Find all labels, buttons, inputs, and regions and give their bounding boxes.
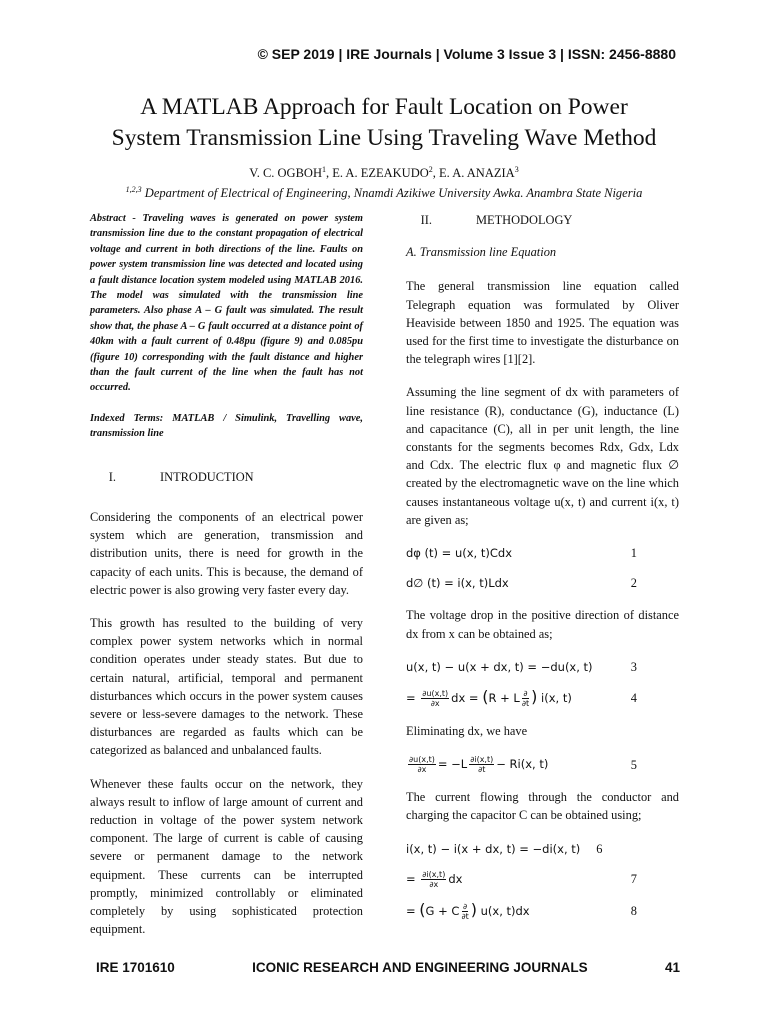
paragraph: This growth has resulted to the building of very complex power system networks which in normal condition operates under steady states. But due to certain natural, artificial, temporal and permanent disturbances which occurs in the power system causes severe or less-severe damages to the network. These disturbances are regarded as faults which can be categorized as balanced and unbalanced faults. (90, 615, 363, 758)
equation-number: 1 (630, 546, 637, 561)
equation-7 (406, 870, 679, 889)
equation-body: dφ (t) = u(x, t)Cdx (406, 546, 512, 561)
paragraph: Whenever these faults occur on the network, they always result to inflow of large amount of current and reduction in voltage of the power system network component. The large of current is cable of causing severe or permanent damage to the network equipment. These currents can be interrupted promptly, minimized controllably or eliminated completely by using sophisticated protection equipment. (90, 776, 363, 937)
paper-title (40, 92, 728, 154)
equation-body: d∅ (t) = i(x, t)Ldx (406, 576, 509, 591)
page-number: 41 (664, 960, 680, 975)
index-terms: Indexed Terms: MATLAB / Simulink, Travelling wave, transmission line (90, 412, 363, 440)
section-title: METHODOLOGY (476, 213, 573, 227)
abstract: Abstract - Traveling waves is generated on power system transmission line due to the constant propagation of electrical voltage and current in both directions of the line. Faults on power system transmission line was detected and located using a fault distance location system modeled using MATLAB 2016. The model was simulated with the transmission line parameters. Also phase A – G fault was simulated. The result show that, the phase A – G fault occurred at a distance point of 40km with a fault current of 0.48pu (figure 9) and 0.085pu (figure 10) corresponding with the fault distance and higher than the fault current of the line when the fault has not occurred. (90, 213, 363, 394)
equation-4 (406, 688, 679, 708)
paragraph: Eliminating dx, we have (406, 724, 528, 739)
title-line-1: A MATLAB Approach for Fault Location on Power (140, 94, 628, 120)
footer-journal-name: ICONIC RESEARCH AND ENGINEERING JOURNALS (252, 960, 588, 975)
section-title: INTRODUCTION (160, 469, 254, 484)
author-name: E. A. EZEAKUDO (332, 166, 429, 180)
section-number: I. (108, 469, 116, 484)
equation-number: 6 (596, 841, 603, 856)
section-number: II. (420, 213, 432, 227)
paragraph: Considering the components of an electrical power system which are generation, transmission and distribution units, there is need for growth in the capacity of each units. This is because, the demand of electric power is also growing very faster every day. (90, 509, 363, 597)
author-affil-mark: 3 (514, 164, 519, 174)
right-column (406, 211, 679, 933)
equation-3 (406, 658, 679, 676)
equation-number: 7 (630, 872, 637, 887)
author-name: V. C. OGBOH (249, 166, 322, 180)
equation-1 (406, 544, 679, 562)
equation-2 (406, 574, 679, 592)
author-list: V. C. OGBOH$^1$, E. A. EZEAKUDO$^2$, E. A. ANAZIA$^3$ (249, 164, 519, 180)
title-line-2: System Transmission Line Using Traveling Wave Method (111, 125, 657, 151)
paragraph: The voltage drop in the positive direction of distance dx from x can be obtained as; (406, 608, 679, 641)
left-column (90, 211, 363, 953)
journal-header: © SEP 2019 | IRE Journals | Volume 3 Issue 3 | ISSN: 2456-8880 (257, 46, 676, 62)
affiliation (0, 186, 768, 201)
page-footer (96, 960, 680, 975)
equation-body: = $\frac{\partial i(x,t)}{\partial x}$ dx (406, 869, 463, 889)
paragraph: The current flowing through the conductor and charging the capacitor C can be obtained using; (406, 790, 679, 823)
equation-body: = (G + C $\frac{\partial}{\partial t}$ ) u(x, t)dx (406, 899, 530, 921)
equation-8 (406, 901, 679, 921)
paragraph: The general transmission line equation called Telegraph equation was formulated by Oliver Heaviside between 1850 and 1925. The equation was used for the first time to investigate the disturbance on the telegraph wires [1][2]. (406, 279, 679, 367)
author-affil-mark: 1 (321, 164, 326, 174)
affiliation-mark: 1,2,3 (125, 184, 142, 194)
equation-body: $\frac{\partial u(x,t)}{\partial x}$ = −L $\frac{\partial i(x,t)}{\partial t}$ − Ri(x, t) (409, 755, 549, 775)
affiliation-text: Department of Electrical of Engineering, Nnamdi Azikiwe University Awka. Anambra State Nigeria (141, 186, 643, 200)
author-name: E. A. ANAZIA (439, 166, 515, 180)
equation-body: i(x, t) − i(x + dx, t) = −di(x, t) (406, 841, 581, 856)
section-heading-methodology (406, 211, 679, 229)
equation-5 (406, 755, 679, 774)
footer-article-id: IRE 1701610 (96, 960, 175, 975)
equation-number: 8 (630, 903, 637, 918)
equation-body: = $\frac{\partial u(x,t)}{\partial x}$ dx = (R + L $\frac{\partial}{\partial t}$ ) i(x, t) (406, 687, 572, 709)
equation-number: 4 (630, 690, 637, 705)
author-affil-mark: 2 (428, 164, 433, 174)
subsection-heading: A. Transmission line Equation (406, 245, 557, 260)
equation-number: 2 (630, 576, 637, 591)
section-heading-introduction (90, 468, 363, 486)
equation-number: 5 (630, 757, 637, 772)
equation-body: u(x, t) − u(x + dx, t) = −du(x, t) (406, 659, 593, 674)
paragraph: Assuming the line segment of dx with parameters of line resistance (R), conductance (G), inductance (L) and capacitance (C), all in per unit length, the line constants for the segments becomes Rdx, Gdx, Ldx and Cdx. The electric flux φ and magnetic flux ∅ created by the electromagnetic wave on the line which causes instantaneous voltage u(x, t) and current i(x, t) are given as; (406, 385, 679, 527)
equation-number: 3 (630, 659, 637, 674)
equation-6 (406, 840, 679, 858)
